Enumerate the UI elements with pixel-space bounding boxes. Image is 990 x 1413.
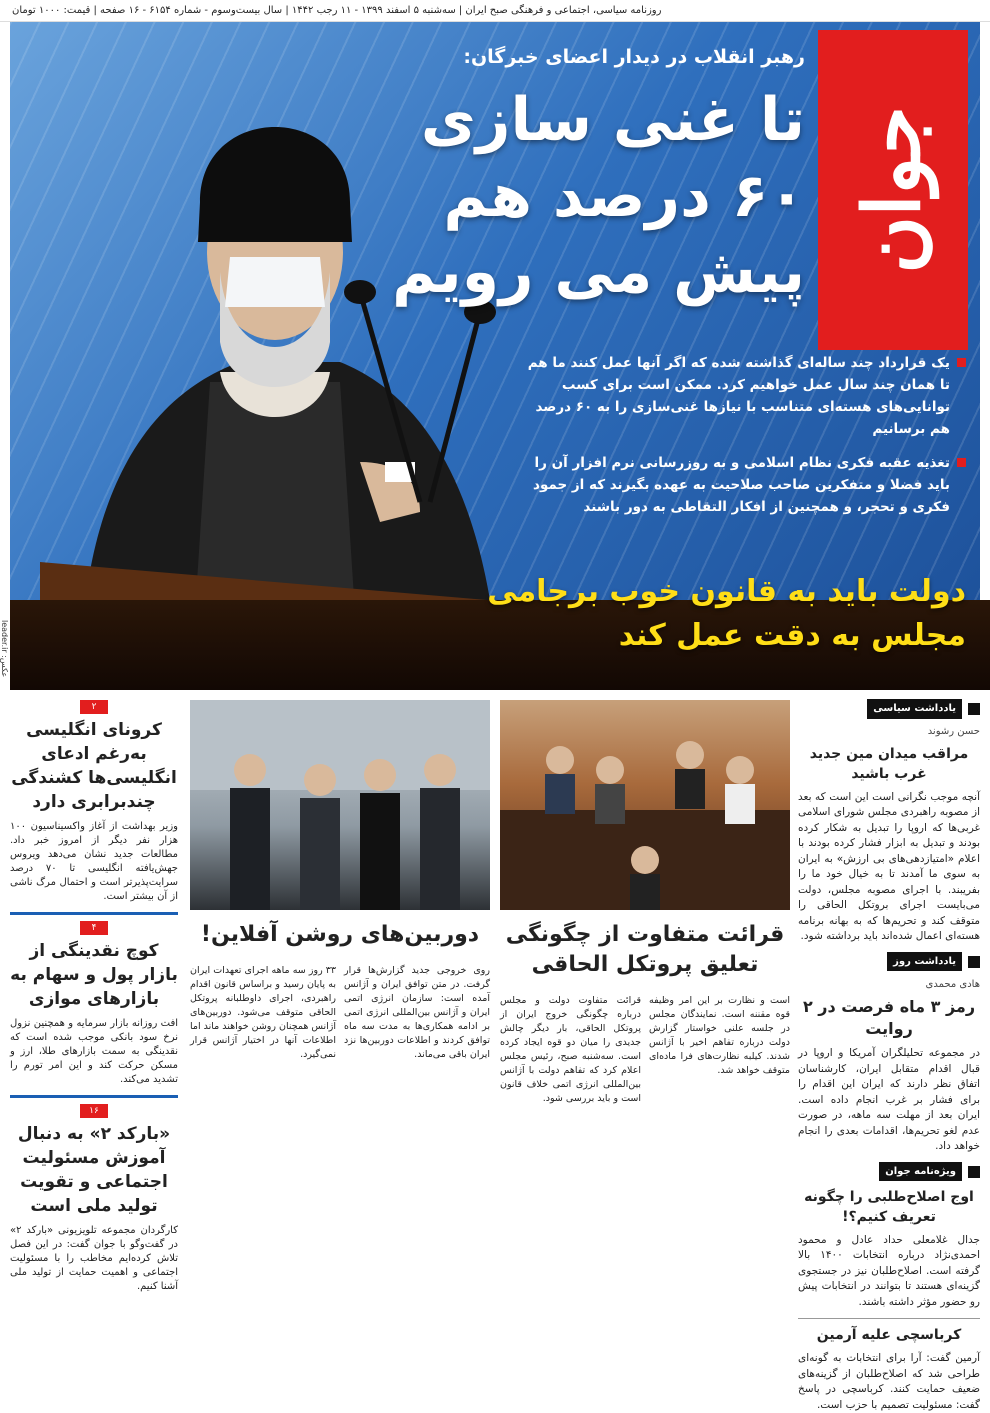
section-tag: یادداشت سیاسی — [798, 700, 980, 718]
masthead-logo — [818, 30, 968, 350]
center-article-b — [190, 700, 490, 1375]
divider — [10, 1095, 178, 1098]
tag-marker-icon — [968, 1166, 980, 1178]
article-body: وزیر بهداشت از آغاز واکسیناسیون ۱۰۰ هزار نفر دیگر از امروز خبر داد. مطالعات جدید نشان می‌دهد ویروس جهش‌یافته انگلیسی تا ۷۰ درصد سرایت‌پذیرتر است و احتمال مرگ ناشی از آن بیشتر است. — [10, 821, 178, 902]
article-title: «بارکد ۲» به دنبال آموزش مسئولیت اجتماعی و تقویت تولید ملی است — [17, 1124, 171, 1216]
cover-bullet: یک قرارداد چند ساله‌ای گذاشته شده که اگر آنها عمل کنند ما هم تا همان چند سال عمل خواهیم کرد. ممکن است برای کسب توانایی‌های هسته‌ای متناسب با نیازها غنی‌سازی را به ۶۰ درصد هم برسانیم — [526, 352, 966, 440]
article-title: کرونای انگلیسی به‌رغم ادعای انگلیسی‌ها کشندگی چندبرابری دارد — [11, 720, 177, 812]
divider — [798, 1318, 980, 1319]
cover-bullets — [526, 352, 966, 530]
article-title: مراقب میدان مین جدید غرب باشید — [809, 745, 969, 782]
parliament-photo-art — [500, 700, 790, 910]
article-title: رمز ۳ ماه فرصت در ۲ روایت — [802, 997, 976, 1038]
article-body: آنچه موجب نگرانی است این است که بعد از مصوبه راهبردی مجلس شورای اسلامی غربی‌ها که اروپا را تبدیل به شکار کرده بودند و تبدیل به ابزار فشار کرده بودند با اعلام «امتیازدهی‌های بی ارزش» به ایران به سوی ما آمدند تا به خیال خود ما را بفریبند. با اجرای مصوبه مجلس، دولت می‌بایست اجرای بروتکل الحاقی را متوقف کند و تحریم‌ها که به بهانه برنامه هسته‌ای اعمال شده‌اند باید برداشته شود. — [798, 790, 980, 942]
cover-headline: تا غنی سازی ۶۰ درصد هم پیش می رویم — [392, 85, 805, 307]
cover-kicker: رهبر انقلاب در دیدار اعضای خبرگان: — [463, 46, 805, 68]
tag-marker-icon — [968, 956, 980, 968]
center-article-a — [500, 700, 790, 1375]
cover-hero — [10, 22, 980, 690]
article-body: جدال غلامعلی حداد عادل و محمود احمدی‌نژاد درباره انتخابات ۱۴۰۰ بالا گرفته است. اصلاح‌طلبان نیز در جستجوی گزینه‌ای هستند تا بتوانند در انتخابات پیش رو حضور مؤثر داشته باشند. — [798, 1233, 980, 1308]
article-title: دوربین‌های روشن آفلاین! — [200, 922, 480, 947]
officials-photo-art — [190, 700, 490, 910]
page-ref-badge: ۱۶ — [80, 1104, 108, 1118]
parliament-photo — [500, 700, 790, 910]
article-title: قرائت متفاوت از چگونگی تعلیق پروتکل الحاقی — [505, 922, 785, 977]
left-column — [10, 700, 178, 1375]
right-column — [798, 700, 980, 1411]
byline: هادی محمدی — [925, 978, 980, 990]
article-text — [190, 964, 490, 1062]
section-tag: یادداشت روز — [798, 953, 980, 971]
page-ref-badge: ۲ — [80, 700, 108, 714]
article-body: افت روزانه بازار سرمایه و همچنین نزول نرخ سود بانکی موجب شده است که نقدینگی به سمت بازارهای طلا، ارز و مسکن حرکت کند و این امر تورم را تشدید می‌کند. — [10, 1018, 178, 1085]
cover-bullet: تغذیه عقبه فکری نظام اسلامی و به روزرسانی نرم افزار آن را باید فضلا و متفکرین صاحب صلاحیت به عهده بگیرند که از جمود فکری و تحجر، و همچنین از افکار التقاطی به دور باشند — [526, 452, 966, 518]
officials-photo — [190, 700, 490, 910]
byline: حسن رشوند — [927, 726, 980, 737]
section-tag: ویژه‌نامه جوان — [798, 1163, 980, 1181]
masthead-logo-text: جوان — [847, 106, 938, 274]
text-column: است و نظارت بر این امر وظیفه قوه مقننه است. نمایندگان مجلس در جلسه علنی خواستار گزارش دولت درباره تفاهم اخیر با آژانس شدند. کیلبه نظارت‌های فرا ماده‌ای متوقف خواهد شد. — [649, 995, 790, 1076]
divider — [10, 912, 178, 915]
article-title: کوچ نقدینگی از بازار پول و سهام به بازارهای موازی — [10, 941, 178, 1009]
tag-marker-icon — [968, 703, 980, 715]
dateline: روزنامه سیاسی، اجتماعی و فرهنگی صبح ایران | سه‌شنبه ۵ اسفند ۱۳۹۹ - ۱۱ رجب ۱۴۴۲ | سال بیست‌وسوم - شماره ۶۱۵۴ - ۱۶ صفحه | قیمت: ۱۰۰۰ تومان — [0, 0, 990, 22]
cover-subheadline: دولت باید به قانون خوب برجامی مجلس به دقت عمل کند — [487, 574, 966, 653]
article-title: اوج اصلاح‌طلبی را چگونه تعریف کنیم؟! — [804, 1188, 974, 1225]
article-title: کرباسچی علیه آرمین — [816, 1327, 962, 1343]
article-body: کارگردان مجموعه تلویزیونی «بارکد ۲» در گفت‌وگو با جوان گفت: در این فصل تلاش کرده‌ایم مخاطب را با مسئولیت اجتماعی و اهمیت حمایت از تولید ملی آشنا کنیم. — [10, 1225, 178, 1292]
article-text — [500, 994, 790, 1106]
text-column: روی خروجی جدید گزارش‌ها قرار گرفت. در متن توافق ایران و آژانس آمده است: سازمان انرژی اتمی ایران و آژانس بین‌المللی انرژی اتمی بر ادامه همکاری‌ها به مدت سه ماه توافق کردند و اطلاعات دوربین‌ها نزد ایران باقی می‌ماند. — [344, 965, 490, 1060]
text-column: قرائت متفاوت دولت و مجلس درباره چگونگی خروج ایران از پروتکل الحاقی، بار دیگر چالش جدیدی را میان دو قوه ایجاد کرده است. سه‌شنبه صبح، رئیس مجلس اعلام کرد که تفاهم دولت با آژانس بین‌المللی انرژی اتمی خلاف قانون است و باید بررسی شود. — [500, 995, 641, 1104]
article-body: در مجموعه تحلیلگران آمریکا و اروپا در قبال اقدام متقابل ایران، کارشناسان اتفاق نظر دارند که ایران این اقدام را برای فشار بر غرب انجام داده است. ایران بعد از مهلت سه ماهه، در صورت عدم لغو تحریم‌ها، اقدامات بعدی را انجام خواهد داد. — [798, 1047, 980, 1152]
text-column: ۳۳ روز سه ماهه اجرای تعهدات ایران به پایان رسید و براساس قانون اقدام راهبردی، اجرای داوطلبانه پروتکل الحاقی متوقف می‌شود. دوربین‌های آژانس همچنان روشن خواهند ماند اما اطلاعات آنها در اختیار آژانس قرار نمی‌گیرد. — [190, 965, 336, 1060]
article-body: آرمین گفت: آرا برای انتخابات به گونه‌ای طراحی شد که اصلاح‌طلبان از گزینه‌های ضعیف حمایت کنند. کرباسچی در پاسخ گفت: مسئولیت تصمیم با حزب است. — [798, 1352, 980, 1411]
photo-credit: عکس: leader.ir — [0, 620, 9, 678]
page-ref-badge: ۴ — [80, 921, 108, 935]
